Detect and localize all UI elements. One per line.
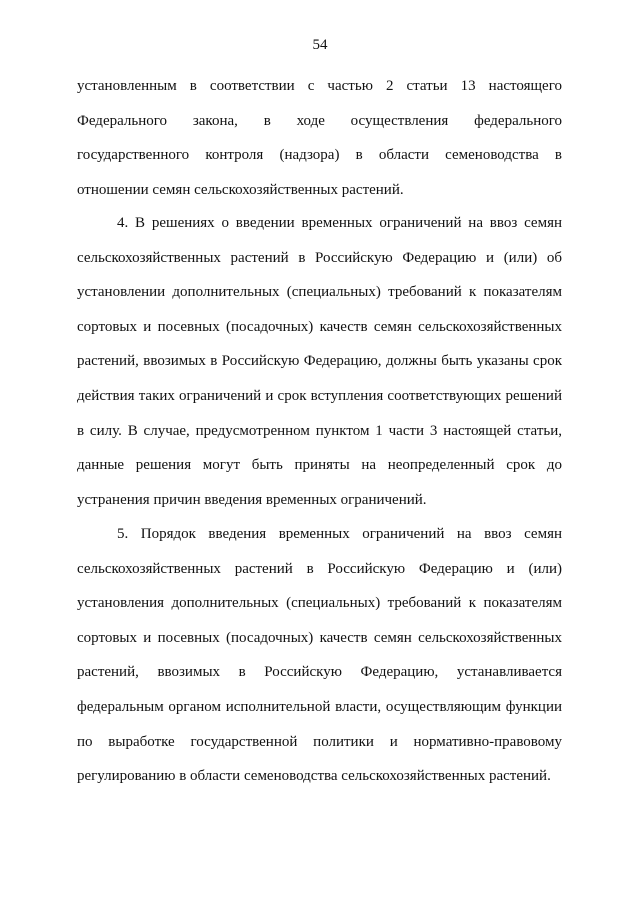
text-line: установлении дополнительных (специальных) требований к показателям — [77, 284, 562, 301]
page-number: 54 — [312, 37, 328, 53]
text-line: государственного контроля (надзора) в области семеноводства в — [77, 147, 562, 164]
text-line: установления дополнительных (специальных) требований к показателям — [77, 595, 562, 612]
text-line: растений, ввозимых в Российскую Федерацию, должны быть указаны срок — [77, 353, 562, 370]
text-line: сельскохозяйственных растений в Российскую Федерацию и (или) об — [77, 249, 562, 266]
text-line: по выработке государственной политики и нормативно-правовому — [77, 733, 562, 750]
text-line: федеральным органом исполнительной власти, осуществляющим функции — [77, 698, 562, 715]
paragraph-item-5 — [77, 524, 562, 801]
text-line: действия таких ограничений и срок вступления соответствующих решений — [77, 387, 562, 404]
paragraph-item-4 — [77, 213, 562, 524]
text-line: отношении семян сельскохозяйственных растений. — [77, 181, 404, 198]
paragraph-continuation — [77, 76, 562, 214]
text-line: Федерального закона, в ходе осуществления федерального — [77, 112, 562, 129]
text-line: регулированию в области семеноводства сельскохозяйственных растений. — [77, 768, 551, 785]
text-line: 4. В решениях о введении временных ограничений на ввоз семян — [117, 215, 562, 231]
text-line: в силу. В случае, предусмотренном пунктом 1 части 3 настоящей статьи, — [77, 422, 562, 439]
text-line: сельскохозяйственных растений в Российскую Федерацию и (или) — [77, 560, 562, 577]
text-line: сортовых и посевных (посадочных) качеств семян сельскохозяйственных — [77, 318, 562, 335]
text-line: растений, ввозимых в Российскую Федерацию, устанавливается — [77, 664, 562, 681]
text-line: устранения причин введения временных ограничений. — [77, 491, 427, 508]
text-line: сортовых и посевных (посадочных) качеств семян сельскохозяйственных — [77, 629, 562, 646]
text-line: 5. Порядок введения временных ограничений на ввоз семян — [117, 526, 562, 542]
text-line: данные решения могут быть приняты на неопределенный срок до — [77, 457, 562, 474]
text-line: установленным в соответствии с частью 2 статьи 13 настоящего — [77, 78, 562, 94]
